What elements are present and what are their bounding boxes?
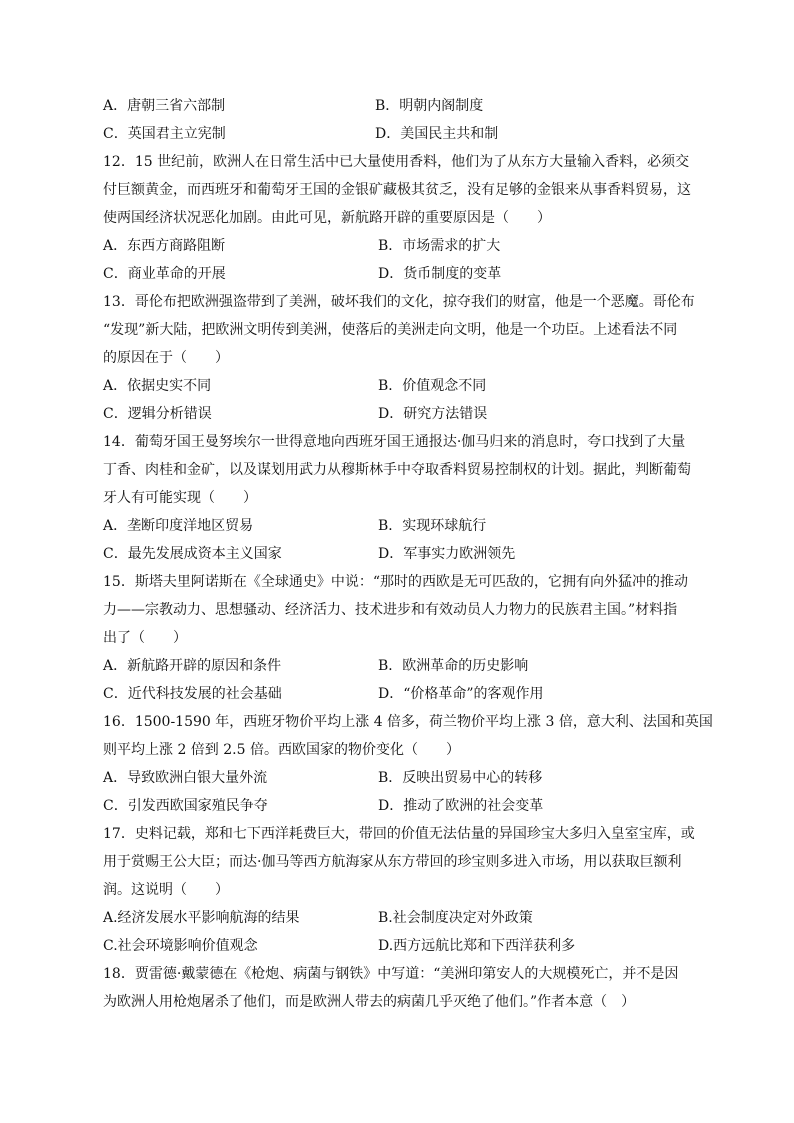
question-stem-line: 12．15 世纪前，欧洲人在日常生活中已大量使用香料，他们为了从东方大量输入香料，必须交 — [103, 154, 690, 170]
question-16 — [103, 708, 713, 820]
options-row — [103, 512, 703, 540]
question-stem-line: 丁香、肉桂和金矿，以及谋划用武力从穆斯林手中夺取香料贸易控制权的计划。据此，判断葡萄 — [103, 462, 691, 478]
question-stem-line: 13．哥伦布把欧洲强盗带到了美洲，破坏我们的文化，掠夺我们的财富，他是一个恶魔。哥伦布 — [103, 294, 695, 310]
question-15 — [103, 568, 703, 708]
options-row — [103, 372, 703, 400]
option-b[interactable]: B．价值观念不同 — [378, 378, 487, 394]
option-d[interactable]: D．美国民主共和制 — [375, 126, 499, 142]
question-18 — [103, 960, 703, 1016]
options-row — [103, 540, 703, 568]
option-d[interactable]: D.西方远航比郑和下西洋获利多 — [378, 938, 576, 954]
options-row — [103, 260, 703, 288]
question-11 — [103, 92, 703, 148]
option-c[interactable]: C．英国君主立宪制 — [103, 126, 226, 142]
option-a[interactable]: A．新航路开辟的原因和条件 — [103, 658, 282, 674]
options-row — [103, 680, 703, 708]
option-c[interactable]: C．引发西欧国家殖民争夺 — [103, 798, 268, 814]
option-a[interactable]: A．导致欧洲白银大量外流 — [103, 770, 268, 786]
question-stem-line: “发现”新大陆，把欧洲文明传到美洲，使落后的美洲走向文明，他是一个功臣。上述看法不同 — [103, 322, 678, 338]
options-row — [103, 120, 703, 148]
options-row — [103, 400, 703, 428]
question-list — [103, 92, 713, 1016]
option-b[interactable]: B．市场需求的扩大 — [378, 238, 501, 254]
options-row — [103, 932, 703, 960]
options-row — [103, 652, 703, 680]
question-12 — [103, 148, 703, 288]
option-a[interactable]: A.经济发展水平影响航海的结果 — [103, 910, 300, 926]
question-stem-line: 润。这说明（ ） — [103, 882, 229, 898]
options-row — [103, 764, 703, 792]
option-c[interactable]: C.社会环境影响价值观念 — [103, 938, 258, 954]
options-row — [103, 792, 703, 820]
question-stem-line: 用于赏赐王公大臣；而达·伽马等西方航海家从东方带回的珍宝则多进入市场，用以获取巨额利 — [103, 854, 682, 870]
question-stem-line: 使两国经济状况恶化加剧。由此可见，新航路开辟的重要原因是（ ） — [103, 210, 551, 226]
question-stem-line: 18．贾雷德·戴蒙德在《枪炮、病菌与钢铁》中写道：“美洲印第安人的大规模死亡，并不是因 — [103, 966, 679, 982]
option-a[interactable]: A．垄断印度洋地区贸易 — [103, 518, 254, 534]
option-c[interactable]: C．逻辑分析错误 — [103, 406, 212, 422]
question-stem-line: 15．斯塔夫里阿诺斯在《全球通史》中说：“那时的西欧是无可匹敌的，它拥有向外猛冲的推动 — [103, 574, 688, 590]
question-stem-line: 力——宗教动力、思想骚动、经济活力、技术进步和有效动员人力物力的民族君主国。”材料指 — [103, 602, 678, 618]
option-d[interactable]: D．“价格革命”的客观作用 — [378, 686, 544, 702]
option-d[interactable]: D．货币制度的变革 — [378, 266, 502, 282]
option-a[interactable]: A．依据史实不同 — [103, 378, 212, 394]
question-stem-line: 牙人有可能实现（ ） — [103, 490, 257, 506]
question-14 — [103, 428, 703, 568]
question-stem-line: 的原因在于（ ） — [103, 350, 229, 366]
question-13 — [103, 288, 703, 428]
question-stem-line: 为欧洲人用枪炮屠杀了他们，而是欧洲人带去的病菌几乎灭绝了他们。”作者本意（ ） — [103, 994, 636, 1010]
option-d[interactable]: D．军事实力欧洲领先 — [378, 546, 516, 562]
question-stem-line: 14．葡萄牙国王曼努埃尔一世得意地向西班牙国王通报达·伽马归来的消息时，夸口找到了大量 — [103, 434, 686, 450]
option-d[interactable]: D．研究方法错误 — [378, 406, 488, 422]
option-a[interactable]: A．东西方商路阻断 — [103, 238, 226, 254]
option-b[interactable]: B．欧洲革命的历史影响 — [378, 658, 529, 674]
option-b[interactable]: B．反映出贸易中心的转移 — [378, 770, 543, 786]
option-b[interactable]: B.社会制度决定对外政策 — [378, 910, 533, 926]
option-b[interactable]: B．实现环球航行 — [378, 518, 487, 534]
question-stem-line: 付巨额黄金，而西班牙和葡萄牙王国的金银矿藏极其贫乏，没有足够的金银来从事香料贸易，这 — [103, 182, 691, 198]
question-17 — [103, 820, 703, 960]
options-row — [103, 232, 703, 260]
option-b[interactable]: B．明朝内阁制度 — [375, 98, 484, 114]
option-c[interactable]: C．商业革命的开展 — [103, 266, 226, 282]
question-stem-line: 则平均上涨 2 倍到 2.5 倍。西欧国家的物价变化（ ） — [103, 742, 460, 758]
question-stem-line: 17．史料记载，郑和七下西洋耗费巨大，带回的价值无法估量的异国珍宝大多归入皇室宝库，或 — [103, 826, 695, 842]
question-stem-line: 出了（ ） — [103, 630, 187, 646]
options-row — [103, 92, 703, 120]
options-row — [103, 904, 703, 932]
option-c[interactable]: C．最先发展成资本主义国家 — [103, 546, 282, 562]
option-a[interactable]: A．唐朝三省六部制 — [103, 98, 226, 114]
option-d[interactable]: D．推动了欧洲的社会变革 — [378, 798, 544, 814]
question-stem-line: 16．1500-1590 年，西班牙物价平均上涨 4 倍多，荷兰物价平均上涨 3 倍，意大利、法国和英国 — [103, 714, 713, 730]
option-c[interactable]: C．近代科技发展的社会基础 — [103, 686, 282, 702]
